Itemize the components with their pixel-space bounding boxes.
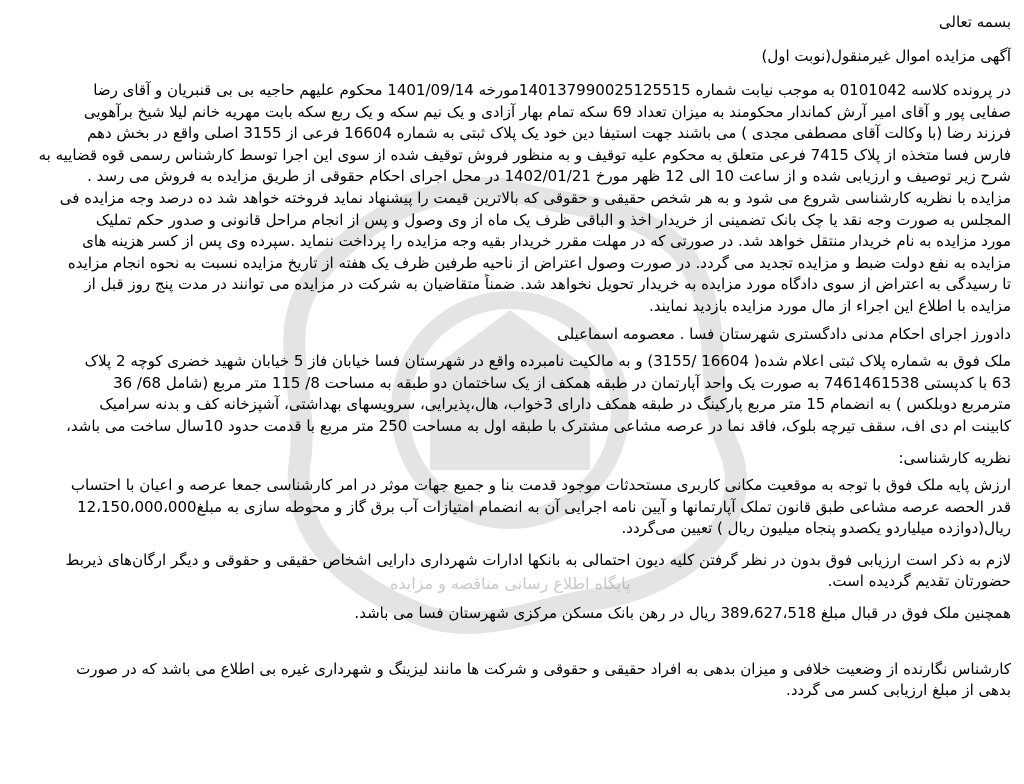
paragraph-1-line: مزایده با نظریه کارشناسی شروع می شود و به هر شخص حقیقی و حقوقی که بالاترین قیمت را پیشنهاد نماید فروخته خواهد شد ده درصد وجه مزایده فی: [59, 188, 1011, 207]
paragraph-1-line: مزایده به نفع دولت ضبط و مزایده تجدید می گردد. در صورت وصول اعتراض از ناحیه طرفین ظرف یک هفته از تاریخ مزایده نسبت به نحوه انجام مزایده: [67, 253, 1011, 272]
paragraph-6-line: بدهی از مبلغ ارزیابی کسر می گردد.: [786, 681, 1011, 700]
paragraph-6: [13, 659, 1011, 702]
paragraph-1-line: صفایی پور و آقای امیر آرش کماندار محکومند به میزان تعداد 69 سکه تمام بهار آزادی و یک نیم سکه و یک ربع سکه بابت مهریه خانم لیلا شیخ برآهویی: [83, 102, 1011, 121]
paragraph-2-line: کابینت ام دی اف، سقف تیرچه بلوک، فاقد نما در عرصه مشاعی مشترک با طبقه اول به مساحت 250 متر مربع با قدمت حدود 10سال ساخت می باشد،: [66, 416, 1011, 435]
paragraph-3: [13, 475, 1011, 540]
paragraph-4-line: حضورتان تقدیم گردیده است.: [827, 572, 1011, 591]
paragraph-1-line: تا رسیدگی به اعتراض از سوی دادگاه مورد مزایده به خریدار تحویل نخواهد شد. ضمناً متقاضیان به شرکت در مزایده می توانند در مدت پنج روز قبل از: [84, 275, 1011, 294]
paragraph-2-line: 63 با کدپستی 7461461538 به صورت یک واحد آپارتمان در طبقه همکف از یک ساختمان دو طبقه به مساحت 8/ 115 متر مربع (شامل 68/ 36: [113, 373, 1011, 392]
expert-opinion-heading: نظریه کارشناسی:: [898, 448, 1011, 467]
watermark-text-1: پایگاه اطلاع رسانی مناقصه و مزایده: [390, 574, 631, 593]
paragraph-4-line: لازم به ذکر است ارزیابی فوق بدون در نظر گرفتن کلیه دیون احتمالی به بانکها ادارات شهرداری دارایی اشخاص حقیقی و حقوقی و دیگر ارگان‌های ذیربط: [65, 550, 1011, 569]
paragraph-5: همچنین ملک فوق در قبال مبلغ 389،627،518 ریال در رهن بانک مسکن مرکزی شهرستان فسا می باشد.: [354, 604, 1011, 623]
paragraph-1-line: مورد مزایده به نام خریدار منتقل خواهد شد. در صورتی که در مهلت مقرر خریدار بقیه وجه مزایده را پرداخت ننماید .سپرده وی پس از کسر هزینه های: [82, 232, 1011, 251]
doc-title: آگهی مزایده اموال غیرمنقول(نوبت اول): [761, 47, 1011, 65]
paragraph-2-line: مترمربع دوبلکس ) به انضمام 15 متر مربع پارکینگ در طبقه همکف دارای 3خواب، هال،پذیرایی، سرویسهای بهداشتی، آشپزخانه کف و بدنه سرامیک: [99, 395, 1011, 414]
paragraph-1-line: فرزند رضا (با وکالت آقای مصطفی مجدی ) می باشند جهت استیفا دین خود یک پلاک ثبتی به شماره 16604 فرعی از 3155 اصلی واقع در بخش دهم: [87, 124, 1011, 143]
paragraph-1-line: المجلس به صورت وجه نقد یا چک بانک تضمینی از خریدار اخذ و الباقی ظرف یک ماه از وی وصول و پس از انجام مراحل قانونی و صدور حکم تملیک: [95, 210, 1011, 229]
doc-header: بسمه تعالی: [938, 13, 1011, 31]
paragraph-2-line: ملک فوق به شماره پلاک ثبتی اعلام شده( 16604 /3155) و به مالکیت نامبرده واقع در شهرستان فسا خیابان فاز 5 خیابان شهید خضری کوچه 2 پلاک: [84, 352, 1011, 371]
paragraph-1-line: شرح زیر توصیف و ارزیابی شده و از ساعت 10 الی 12 ظهر مورخ 1402/01/21 در محل اجرای احکام حقوقی از طریق مزایده به فروش می رسد .: [87, 167, 1011, 186]
paragraph-1-line: مزایده با اطلاع این اجراء از مال مورد مزایده بازدید نمایند.: [649, 296, 1011, 315]
paragraph-3-line: ریال(دوازده میلیاردو یکصدو پنجاه میلیون ریال ) تعیین می‌گردد.: [621, 519, 1011, 538]
paragraph-2: [13, 351, 1011, 437]
paragraph-3-line: قدر الحصه عرصه مشاعی طبق قانون تملک آپارتمانها و آیین نامه اجرایی آن به انضمام امتیازات آب برق گاز و محوطه سازی به مبلغ12،150،000،000: [77, 497, 1011, 516]
paragraph-6-line: کارشناس نگارنده از وضعیت خلافی و میزان بدهی به افراد حقیقی و حقوقی و شرکت ها مانند لیزینگ و شهرداری غیره بی اطلاع می باشد که در صورت: [76, 659, 1011, 678]
paragraph-3-line: ارزش پایه ملک فوق با توجه به موقعیت مکانی کاربری مستحدثات موجود قدمت بنا و جمیع جهات موثر در امر کارشناسی جمعا عرصه و اعیان با احتساب: [70, 476, 1011, 495]
paragraph-1-line: در پرونده کلاسه 0101042 به موجب نیابت شماره 140137990025125515مورخه 1401/09/14 محکوم علیهم حاجیه بی بی قنبریان و آقای رضا: [93, 81, 1011, 99]
paragraph-1-line: فارس فسا متخذه از پلاک 7415 فرعی متعلق به محکوم علیه توقیف و به منظور فروش توقیف شده از سوی این اجرا توسط کارشناس رسمی قوه قضاییه به: [38, 145, 1011, 164]
paragraph-1: [13, 80, 1011, 318]
signature-line: دادورز اجرای احکام مدنی دادگستری شهرستان فسا . معصومه اسماعیلی: [557, 324, 1011, 343]
paragraph-4: [13, 550, 1011, 593]
